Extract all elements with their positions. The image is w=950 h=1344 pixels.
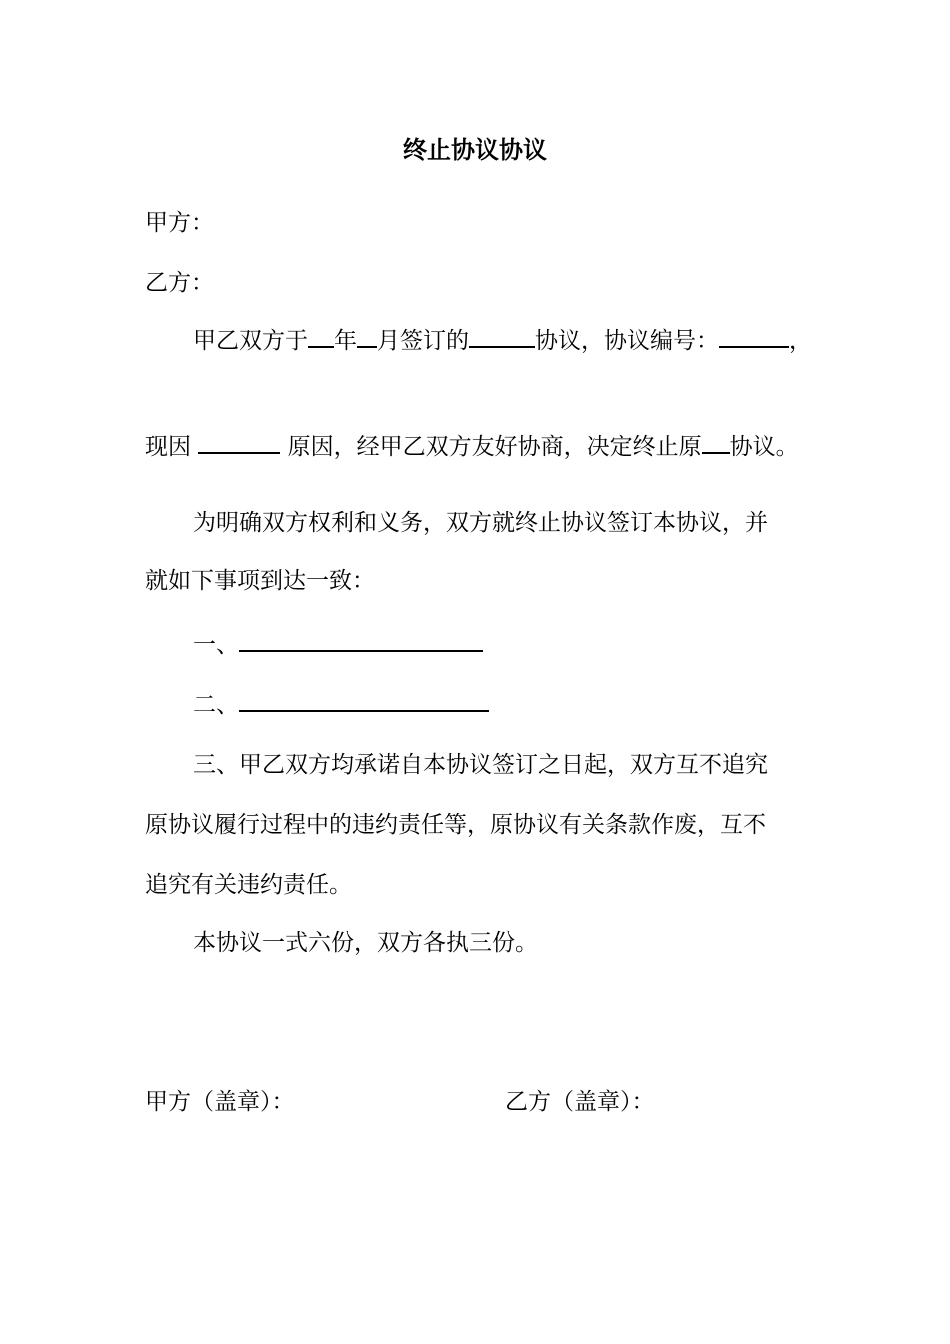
party-a-label: 甲方： xyxy=(145,210,214,236)
item-three-line-2: 原协议履行过程中的违约责任等，原协议有关条款作废，互不 xyxy=(145,812,766,838)
para1-text-4: 协议，协议编号： xyxy=(535,328,719,354)
para1-text-5: ， xyxy=(789,328,812,354)
paragraph-reason xyxy=(145,432,799,462)
para2-text-1: 现因 xyxy=(145,434,199,460)
item-three-line-1: 三、甲乙双方均承诺自本协议签订之日起，双方互不追究 xyxy=(193,752,768,778)
signature-party-a: 甲方（盖章）： xyxy=(145,1089,295,1115)
item-three-line-3: 追究有关违约责任。 xyxy=(145,872,352,898)
para1-text-1: 甲乙双方于 xyxy=(193,328,308,354)
para2-text-3: 协议。 xyxy=(729,434,799,460)
item-one xyxy=(193,630,483,660)
agreement-number-blank xyxy=(719,326,789,348)
para2-text-2: 原因，经甲乙双方友好协商，决定终止原 xyxy=(280,434,702,460)
original-agreement-blank xyxy=(702,432,730,454)
para1-text-2: 年 xyxy=(334,328,357,354)
signature-party-b: 乙方（盖章）： xyxy=(505,1089,655,1115)
item-one-label: 一、 xyxy=(193,632,239,658)
item-two xyxy=(193,690,489,720)
item-one-blank xyxy=(239,630,483,652)
month-blank xyxy=(357,326,377,348)
agreement-name-blank xyxy=(469,326,535,348)
paragraph-signing-info xyxy=(193,326,812,356)
paragraph-purpose-line-2: 就如下事项到达一致： xyxy=(145,568,375,594)
party-b-label: 乙方： xyxy=(145,270,214,296)
reason-blank xyxy=(198,432,280,454)
item-two-blank xyxy=(239,690,489,712)
copies-statement: 本协议一式六份，双方各执三份。 xyxy=(193,930,538,956)
year-blank xyxy=(308,326,334,348)
paragraph-purpose-line-1: 为明确双方权利和义务，双方就终止协议签订本协议，并 xyxy=(193,510,768,536)
document-title: 终止协议协议 xyxy=(403,135,547,164)
item-two-label: 二、 xyxy=(193,692,239,718)
para1-text-3: 月签订的 xyxy=(377,328,469,354)
